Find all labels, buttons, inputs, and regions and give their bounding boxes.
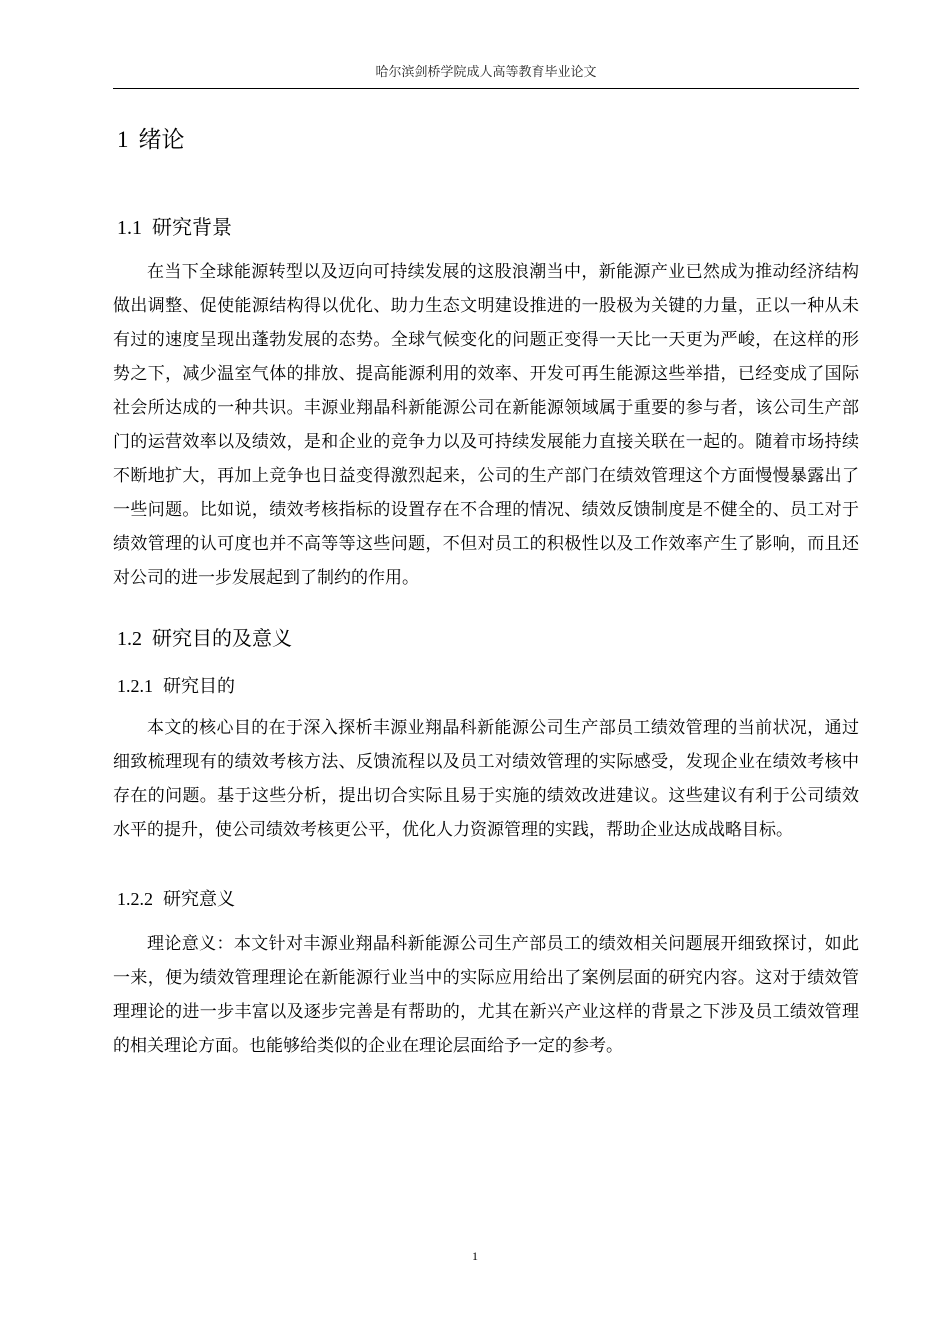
page-number: 1 (472, 1249, 478, 1263)
subsection-title: 研究目的 (163, 676, 235, 697)
paragraph-research-background: 在当下全球能源转型以及迈向可持续发展的这股浪潮当中，新能源产业已然成为推动经济结构做出调整、促使能源结构得以优化、助力生态文明建设推进的一股极为关键的力量，正以一种从未有过的速度呈现出蓬勃发展的态势。全球气候变化的问题正变得一天比一天更为严峻，在这样的形势之下，减少温室气体的排放、提高能源利用的效率、开发可再生能源这些举措，已经变成了国际社会所达成的一种共识。丰源业翔晶科新能源公司在新能源领域属于重要的参与者，该公司生产部门的运营效率以及绩效，是和企业的竞争力以及可持续发展能力直接关联在一起的。随着市场持续不断地扩大，再加上竞争也日益变得激烈起来，公司的生产部门在绩效管理这个方面慢慢暴露出了一些问题。比如说，绩效考核指标的设置存在不合理的情况、绩效反馈制度是不健全的、员工对于绩效管理的认可度也并不高等等这些问题，不但对员工的积极性以及工作效率产生了影响，而且还对公司的进一步发展起到了制约的作用。 (113, 262, 859, 588)
paragraph-research-purpose: 本文的核心目的在于深入探析丰源业翔晶科新能源公司生产部员工绩效管理的当前状况，通过细致梳理现有的绩效考核方法、反馈流程以及员工对绩效管理的实际感受，发现企业在绩效考核中存在的问题。基于这些分析，提出切合实际且易于实施的绩效改进建议。这些建议有利于公司绩效水平的提升，使公司绩效考核更公平，优化人力资源管理的实践，帮助企业达成战略目标。 (113, 718, 859, 840)
chapter-heading (117, 124, 185, 156)
subsection-heading-1-2-2 (117, 886, 235, 913)
section-number: 1.1 (117, 217, 142, 239)
section-heading-1-1 (117, 213, 232, 242)
subsection-number: 1.2.2 (117, 889, 153, 909)
section-heading-1-2 (117, 624, 292, 653)
chapter-number: 1 (117, 127, 129, 152)
section-title: 研究目的及意义 (152, 626, 292, 650)
chapter-title: 绪论 (138, 127, 185, 153)
header-divider (113, 88, 859, 89)
paragraph-research-significance: 理论意义：本文针对丰源业翔晶科新能源公司生产部员工的绩效相关问题展开细致探讨，如此一来，便为绩效管理理论在新能源行业当中的实际应用给出了案例层面的研究内容。这对于绩效管理理论的进一步丰富以及逐步完善是有帮助的，尤其在新兴产业这样的背景之下涉及员工绩效管理的相关理论方面。也能够给类似的企业在理论层面给予一定的参考。 (113, 934, 859, 1056)
subsection-number: 1.2.1 (117, 676, 153, 696)
section-title: 研究背景 (152, 215, 232, 239)
section-number: 1.2 (117, 628, 142, 650)
running-header: 哈尔滨剑桥学院成人高等教育毕业论文 (375, 65, 597, 80)
subsection-title: 研究意义 (163, 889, 235, 910)
subsection-heading-1-2-1 (117, 673, 235, 700)
